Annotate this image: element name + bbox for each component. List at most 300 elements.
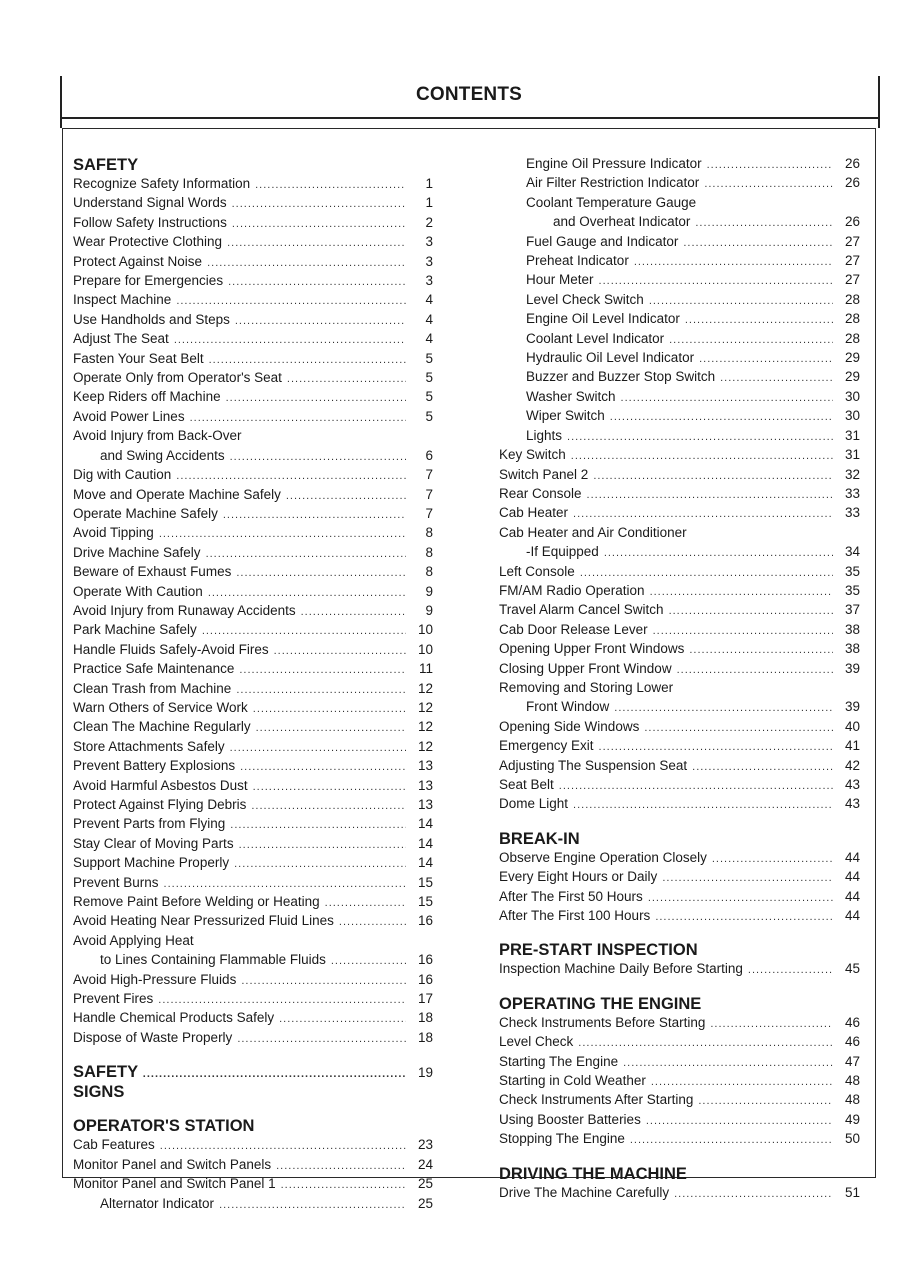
toc-entry-label: Follow Safety Instructions [73,214,227,230]
toc-entry[interactable] [73,583,433,602]
page-number: 9 [425,583,433,599]
toc-entry-label: Engine Oil Pressure Indicator [526,156,702,171]
dot-leader [232,195,406,213]
toc-entry[interactable] [73,1009,433,1028]
page-number: 5 [425,370,433,386]
toc-entry[interactable] [499,1053,860,1072]
dot-leader [159,525,406,543]
toc-entry[interactable] [499,776,860,795]
dot-leader [253,778,406,796]
toc-entry-label: Every Eight Hours or Daily [499,869,658,885]
toc-entry[interactable] [73,233,433,252]
toc-entry-label: Starting The Engine [499,1053,619,1069]
toc-entry-label: Removing and Storing Lower [499,679,674,695]
dot-leader [604,544,833,562]
toc-entry-label: Level Check Switch [526,291,644,307]
toc-entry-label: Cab Door Release Lever [499,621,648,637]
page-number: 43 [844,796,860,812]
toc-entry[interactable] [73,971,433,990]
toc-entry[interactable] [499,271,860,290]
toc-entry-label: Washer Switch [526,388,616,404]
toc-entry[interactable] [73,1195,433,1214]
toc-entry-label: Left Console [499,563,575,579]
toc-entry-label: Inspect Machine [73,292,172,308]
dot-leader [207,254,406,272]
toc-entry-label: Coolant Temperature Gauge [526,194,697,210]
toc-entry[interactable] [499,291,860,310]
toc-entry[interactable] [73,874,433,893]
toc-entry[interactable] [499,563,860,582]
toc-entry-label: Monitor Panel and Switch Panel 1 [73,1176,276,1192]
section-heading-safety [73,155,433,175]
page-number: 40 [844,718,860,734]
toc-entry-label: Stopping The Engine [499,1131,625,1147]
page-number: 8 [425,564,433,580]
page-number: 14 [417,816,433,832]
toc-entry[interactable] [73,680,433,699]
page-number: 13 [417,797,433,812]
page-number: 23 [417,1137,433,1153]
toc-entry[interactable] [499,601,860,620]
toc-entry[interactable] [499,485,860,504]
toc-entry[interactable] [73,893,433,912]
toc-entry[interactable] [499,1072,860,1091]
dot-leader [236,681,406,699]
toc-entry-label: Rear Console [499,485,582,501]
page-number: 26 [844,175,860,191]
page-number: 28 [844,330,860,346]
dot-leader [650,583,833,601]
toc-entry[interactable] [499,1111,860,1130]
toc-entry[interactable] [73,1156,433,1175]
dot-leader [669,602,833,620]
section-heading-driving-the-machine [499,1164,860,1184]
toc-entry-label: Preheat Indicator [526,253,629,269]
toc-entry[interactable] [73,388,433,407]
toc-entry[interactable] [499,795,860,814]
toc-entry-label: Drive The Machine Carefully [499,1184,670,1200]
toc-entry-label: Wiper Switch [526,408,605,424]
page-number: 51 [844,1184,860,1200]
dot-leader [573,796,833,814]
page-number: 25 [417,1195,433,1211]
toc-entry[interactable] [73,447,433,466]
toc-entry-label: Adjusting The Suspension Seat [499,757,688,773]
toc-entry[interactable] [73,757,433,776]
dot-leader [587,486,833,504]
toc-entry-label: After The First 100 Hours [499,908,651,924]
dot-leader [567,428,833,446]
dot-leader [662,869,833,887]
dot-leader [710,1015,833,1033]
toc-entry[interactable] [499,543,860,562]
dot-leader [281,1176,406,1194]
dot-leader [228,273,406,291]
toc-entry[interactable] [499,660,860,679]
toc-entry-label: Stay Clear of Moving Parts [73,835,234,851]
toc-entry-label: Emergency Exit [499,738,594,754]
page-number: 43 [844,777,860,792]
toc-entry[interactable] [499,621,860,640]
toc-entry-label: Operate Machine Safely [73,505,218,521]
toc-entry[interactable] [499,446,860,465]
toc-entry-label: Prevent Burns [73,874,159,890]
toc-entry-label: and Swing Accidents [100,447,225,463]
page-number: 50 [844,1131,860,1147]
page-number: 15 [417,874,433,890]
dot-leader [614,699,833,717]
dot-leader [649,292,833,310]
dot-leader [653,622,833,640]
dot-leader [235,312,406,330]
page-number: 44 [844,849,860,865]
toc-entry-label: Travel Alarm Cancel Switch [499,602,664,618]
toc-entry-label: Using Booster Batteries [499,1111,641,1127]
toc-entry[interactable] [499,368,860,387]
toc-entry[interactable] [73,718,433,737]
dot-leader [209,351,406,369]
dot-leader [707,156,833,174]
dot-leader [208,584,406,602]
page-number: 46 [844,1034,860,1050]
toc-entry[interactable] [73,621,433,640]
toc-entry[interactable] [499,233,860,252]
toc-entry[interactable] [73,524,433,543]
toc-entry-label: Avoid Injury from Back-Over [73,428,242,444]
dot-leader [748,961,833,979]
page-number: 44 [844,869,860,885]
toc-entry[interactable] [73,932,433,951]
toc-entry[interactable] [499,737,860,756]
page-number: 33 [844,505,860,521]
toc-entry-label: Handle Fluids Safely-Avoid Fires [73,641,269,657]
toc-entry[interactable] [499,582,860,601]
toc-entry[interactable] [73,1136,433,1155]
page-number: 6 [425,447,433,463]
toc-entry-label: Observe Engine Operation Closely [499,849,707,865]
dot-leader [559,777,833,795]
toc-entry-label: Opening Side Windows [499,718,640,734]
toc-entry-label: Check Instruments Before Starting [499,1014,706,1030]
dot-leader [234,855,406,873]
toc-entry[interactable] [73,505,433,524]
toc-entry[interactable] [499,330,860,349]
page-number: 12 [417,699,433,715]
toc-entry[interactable] [499,466,860,485]
page-number: 38 [844,621,860,637]
toc-entry[interactable] [499,349,860,368]
page-number: 46 [844,1014,860,1030]
toc-entry[interactable] [499,1091,860,1110]
toc-entry-label: Avoid Heating Near Pressurized Fluid Lines [73,913,334,929]
toc-entry-label: Hour Meter [526,272,594,288]
toc-entry[interactable] [73,990,433,1009]
toc-entry[interactable] [499,155,860,174]
toc-entry[interactable] [499,849,860,868]
toc-entry-label: Use Handholds and Steps [73,311,230,327]
dot-leader [720,369,833,387]
toc-entry[interactable] [499,310,860,329]
toc-entry[interactable] [499,194,860,213]
page-number: 3 [425,273,433,289]
toc-entry-label: Avoid Applying Heat [73,932,194,948]
toc-entry[interactable] [73,660,433,679]
page-number: 34 [844,544,860,560]
dot-leader [239,836,406,854]
toc-entry[interactable] [499,718,860,737]
dot-leader [695,214,833,232]
toc-entry-label: Key Switch [499,447,566,463]
toc-entry[interactable] [73,602,433,621]
page-number: 26 [844,214,860,230]
toc-entry-label: Remove Paint Before Welding or Heating [73,894,320,910]
right-column [499,155,860,1203]
toc-entry[interactable] [73,1175,433,1194]
toc-entry[interactable] [73,427,433,446]
page-number: 13 [417,777,433,793]
dot-leader [325,894,406,912]
dot-leader [593,467,833,485]
toc-entry[interactable] [499,960,860,979]
dot-leader [240,758,406,776]
dot-leader [230,739,406,757]
page-number: 1 [425,195,433,211]
dot-leader [239,661,406,679]
toc-entry-label: Protect Against Flying Debris [73,797,247,812]
toc-entry[interactable] [73,408,433,427]
toc-entry[interactable] [499,524,860,543]
toc-entry-label: Avoid Injury from Runaway Accidents [73,602,296,618]
page-number: 24 [417,1156,433,1172]
dot-leader [669,331,833,349]
toc-entry[interactable] [73,350,433,369]
toc-entry-label: Store Attachments Safely [73,738,225,754]
toc-entry-label: Operate Only from Operator's Seat [73,370,282,386]
dot-leader [287,370,406,388]
dot-leader [274,642,406,660]
page-number: 3 [425,234,433,250]
toc-entry[interactable] [73,777,433,796]
toc-entry[interactable] [73,835,433,854]
page-number: 49 [844,1111,860,1127]
dot-leader [219,1196,406,1214]
toc-entry-label: Monitor Panel and Switch Panels [73,1156,272,1172]
dot-leader [623,1054,833,1072]
toc-entry[interactable] [73,951,433,970]
page-number: 35 [844,582,860,598]
toc-entry[interactable] [73,815,433,834]
dot-leader [677,661,833,679]
toc-entry[interactable] [499,679,860,698]
page-number: 47 [844,1053,860,1069]
section-heading-label: PRE-START INSPECTION [499,941,698,960]
page-number: 27 [844,272,860,288]
toc-entry[interactable] [499,388,860,407]
toc-entry-label: Protect Against Noise [73,253,203,269]
toc-entry-label: Level Check [499,1034,574,1050]
page-number: 5 [425,408,433,424]
section-heading-pre-start-inspection [499,940,860,960]
toc-entry-label: Understand Signal Words [73,195,227,211]
dot-leader [644,719,833,737]
toc-entry-label: -If Equipped [526,544,599,560]
section-heading-label: OPERATING THE ENGINE [499,994,702,1013]
page-number: 44 [844,888,860,904]
toc-entry-label: and Overheat Indicator [553,214,691,230]
section-heading-label: SAFETY SIGNS [73,1063,138,1102]
toc-entry[interactable] [499,213,860,232]
toc-entry[interactable] [73,912,433,931]
dot-leader [580,564,833,582]
page-number: 31 [844,447,860,463]
dot-leader [683,234,833,252]
page-number: 1 [425,176,433,191]
page-number: 16 [417,971,433,987]
toc-entry-label: Fasten Your Seat Belt [73,350,204,366]
toc-entry-label: Drive Machine Safely [73,544,201,560]
dot-leader [279,1010,406,1028]
toc-entry[interactable] [499,252,860,271]
page-number: 7 [425,486,433,502]
toc-entry[interactable] [499,1014,860,1033]
toc-entry[interactable] [73,544,433,563]
toc-entry-label: Warn Others of Service Work [73,699,248,715]
toc-entry-label: to Lines Containing Flammable Fluids [100,952,326,968]
toc-entry[interactable] [499,427,860,446]
toc-entry-label: Opening Upper Front Windows [499,641,685,657]
toc-entry-label: Park Machine Safely [73,622,197,638]
page-number: 37 [844,602,860,618]
toc-entry-label: Alternator Indicator [100,1195,215,1211]
toc-entry[interactable] [499,757,860,776]
page-number: 7 [425,467,433,483]
toc-entry[interactable] [73,854,433,873]
page-number: 26 [844,156,860,171]
title-rule [60,117,880,119]
toc-entry[interactable] [499,174,860,193]
toc-entry-label: Buzzer and Buzzer Stop Switch [526,369,716,385]
toc-entry[interactable] [499,407,860,426]
page-title: CONTENTS [415,84,523,105]
toc-entry[interactable] [499,907,860,926]
page-number: 25 [417,1176,433,1192]
toc-entry-label: Operate With Caution [73,583,203,599]
toc-entry[interactable] [499,868,860,887]
toc-entry[interactable] [73,272,433,291]
toc-entry-label: Dome Light [499,796,569,812]
dot-leader [699,350,833,368]
toc-entry-label: FM/AM Radio Operation [499,582,645,598]
toc-entry[interactable] [499,888,860,907]
page-number: 17 [417,991,433,1007]
dot-leader [331,952,406,970]
page-number: 16 [417,952,433,968]
toc-entry-label: Prepare for Emergencies [73,273,224,289]
toc-entry[interactable] [73,699,433,718]
toc-entry[interactable] [73,1029,433,1048]
toc-entry-label: Front Window [526,699,610,715]
dot-leader [648,889,833,907]
page-number: 14 [417,855,433,871]
toc-entry-label: Support Machine Properly [73,855,230,871]
dot-leader [698,1092,833,1110]
toc-entry[interactable] [499,1033,860,1052]
toc-entry[interactable] [73,738,433,757]
toc-entry[interactable] [499,1130,860,1149]
toc-entry[interactable] [73,796,433,815]
page-number: 5 [425,389,433,405]
dot-leader [610,408,833,426]
toc-entry[interactable] [73,466,433,485]
toc-entry[interactable] [499,1184,860,1203]
toc-entry-label: Seat Belt [499,777,554,792]
page-number: 27 [844,253,860,269]
toc-entry[interactable] [73,194,433,213]
page-number: 38 [844,641,860,657]
toc-entry-label: Practice Safe Maintenance [73,661,235,677]
toc-entry[interactable] [73,369,433,388]
right-border-line [878,76,880,128]
toc-entry-label: Wear Protective Clothing [73,234,223,250]
page-number: 9 [425,602,433,618]
toc-entry[interactable] [73,311,433,330]
toc-entry[interactable] [73,253,433,272]
page-number: 44 [844,908,860,924]
toc-entry[interactable] [499,698,860,717]
toc-entry[interactable] [499,504,860,523]
dot-leader [253,700,406,718]
toc-entry[interactable] [73,291,433,310]
page-number: 48 [844,1092,860,1108]
toc-entry-label: Avoid Tipping [73,525,154,541]
dot-leader [674,1185,833,1203]
toc-entry-label: Switch Panel 2 [499,466,589,482]
page-number: 18 [417,1010,433,1026]
toc-entry[interactable] [73,563,433,582]
dot-leader [599,738,833,756]
toc-entry[interactable] [73,486,433,505]
toc-entry-label: Cab Heater [499,505,569,521]
toc-entry[interactable] [73,641,433,660]
dot-leader [232,215,406,233]
page-number: 12 [417,738,433,754]
dot-leader [256,719,406,737]
toc-entry-label: Recognize Safety Information [73,176,251,191]
page-number: 4 [425,311,433,327]
toc-entry-label: Engine Oil Level Indicator [526,311,680,327]
dot-leader [339,913,406,931]
toc-entry[interactable] [73,214,433,233]
toc-entry[interactable] [73,175,433,194]
page-number: 3 [425,253,433,269]
toc-entry-label: Inspection Machine Daily Before Starting [499,961,743,977]
page-number: 27 [844,233,860,249]
dot-leader [646,1112,833,1130]
page-number: 28 [844,291,860,307]
dot-leader [143,1064,406,1084]
toc-entry-label: Air Filter Restriction Indicator [526,175,700,191]
page-number: 12 [417,719,433,735]
section-heading-label: BREAK-IN [499,829,580,848]
toc-entry-label: Clean The Machine Regularly [73,719,251,735]
toc-entry[interactable] [73,330,433,349]
page-number: 45 [844,961,860,977]
page-number: 41 [844,738,860,754]
toc-entry-label: Hydraulic Oil Level Indicator [526,350,695,366]
toc-entry[interactable] [499,640,860,659]
left-column [73,155,433,1214]
page-number: 14 [417,835,433,851]
